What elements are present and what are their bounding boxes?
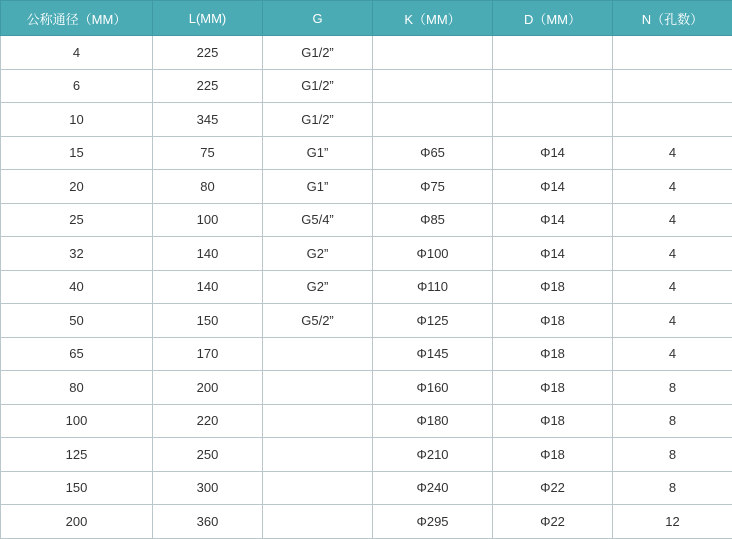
table-cell: 4	[1, 36, 153, 70]
table-cell: 20	[1, 170, 153, 204]
table-cell: 4	[613, 203, 732, 237]
table-cell: G5/2”	[263, 304, 373, 338]
table-cell: 4	[613, 337, 732, 371]
table-cell: Φ18	[493, 371, 613, 405]
table-header-row	[1, 1, 732, 36]
table-cell	[373, 103, 493, 137]
column-header-d: D（MM）	[493, 1, 613, 36]
table-cell: 360	[153, 505, 263, 539]
table-cell	[613, 69, 732, 103]
table-cell: Φ18	[493, 337, 613, 371]
table-cell: 200	[1, 505, 153, 539]
table-cell: 40	[1, 270, 153, 304]
table-cell: 75	[153, 136, 263, 170]
table-row	[1, 170, 732, 204]
table-cell: 4	[613, 170, 732, 204]
table-row	[1, 337, 732, 371]
table-cell: G1”	[263, 170, 373, 204]
table-cell: Φ160	[373, 371, 493, 405]
table-cell	[373, 69, 493, 103]
table-cell: 4	[613, 270, 732, 304]
table-cell: 140	[153, 270, 263, 304]
table-cell: 200	[153, 371, 263, 405]
table-row	[1, 371, 732, 405]
table-row	[1, 237, 732, 271]
table-cell	[493, 103, 613, 137]
table-cell	[613, 36, 732, 70]
table-cell: 220	[153, 404, 263, 438]
table-cell	[493, 36, 613, 70]
table-cell: 50	[1, 304, 153, 338]
table-cell	[613, 103, 732, 137]
table-cell	[263, 337, 373, 371]
table-cell: 125	[1, 438, 153, 472]
table-cell: 345	[153, 103, 263, 137]
table-cell: 150	[1, 471, 153, 505]
table-cell	[373, 36, 493, 70]
table-cell: Φ145	[373, 337, 493, 371]
table-cell: 100	[153, 203, 263, 237]
table-row	[1, 270, 732, 304]
table-cell: Φ14	[493, 170, 613, 204]
table-cell: 4	[613, 136, 732, 170]
table-cell: G1”	[263, 136, 373, 170]
table-cell: 12	[613, 505, 732, 539]
table-row	[1, 103, 732, 137]
table-row	[1, 505, 732, 539]
table-cell: 80	[1, 371, 153, 405]
table-cell: G1/2”	[263, 36, 373, 70]
table-header	[1, 1, 732, 36]
table-body	[1, 36, 732, 539]
table-cell: 8	[613, 438, 732, 472]
table-cell: Φ14	[493, 237, 613, 271]
table-row	[1, 136, 732, 170]
table-row	[1, 69, 732, 103]
table-cell: Φ110	[373, 270, 493, 304]
table-cell: 4	[613, 304, 732, 338]
table-cell: 6	[1, 69, 153, 103]
table-cell: Φ18	[493, 438, 613, 472]
table-cell: 80	[153, 170, 263, 204]
table-cell: G1/2”	[263, 103, 373, 137]
column-header-thread: G	[263, 1, 373, 36]
table-cell: Φ18	[493, 404, 613, 438]
table-cell: Φ18	[493, 270, 613, 304]
table-cell: Φ18	[493, 304, 613, 338]
table-cell: 8	[613, 471, 732, 505]
table-cell: 15	[1, 136, 153, 170]
table-row	[1, 304, 732, 338]
table-cell: 25	[1, 203, 153, 237]
table-cell	[263, 438, 373, 472]
table-cell: Φ295	[373, 505, 493, 539]
column-header-length: L(MM)	[153, 1, 263, 36]
table-cell: Φ14	[493, 203, 613, 237]
table-cell	[263, 404, 373, 438]
table-cell: G2”	[263, 270, 373, 304]
table-cell: 32	[1, 237, 153, 271]
table-cell: Φ85	[373, 203, 493, 237]
table-cell: Φ240	[373, 471, 493, 505]
table-cell: Φ22	[493, 471, 613, 505]
table-cell	[263, 505, 373, 539]
table-cell: Φ100	[373, 237, 493, 271]
table-cell: Φ180	[373, 404, 493, 438]
table-cell: G2”	[263, 237, 373, 271]
table-row	[1, 438, 732, 472]
table-cell: G1/2”	[263, 69, 373, 103]
table-row	[1, 404, 732, 438]
table-cell: 300	[153, 471, 263, 505]
table-cell: Φ75	[373, 170, 493, 204]
table-cell	[263, 371, 373, 405]
column-header-nominal-diameter: 公称通径（MM）	[1, 1, 153, 36]
table-cell: 65	[1, 337, 153, 371]
table-cell: 225	[153, 36, 263, 70]
table-row	[1, 36, 732, 70]
table-cell: 170	[153, 337, 263, 371]
table-cell: 8	[613, 404, 732, 438]
table-cell: Φ22	[493, 505, 613, 539]
column-header-k: K（MM）	[373, 1, 493, 36]
table-cell: 4	[613, 237, 732, 271]
table-cell: 8	[613, 371, 732, 405]
table-cell: Φ65	[373, 136, 493, 170]
table-cell: 10	[1, 103, 153, 137]
table-cell: Φ14	[493, 136, 613, 170]
table-cell: 140	[153, 237, 263, 271]
table-cell: 150	[153, 304, 263, 338]
table-cell: 225	[153, 69, 263, 103]
table-row	[1, 203, 732, 237]
table-cell: Φ210	[373, 438, 493, 472]
table-cell: 250	[153, 438, 263, 472]
table-cell: G5/4”	[263, 203, 373, 237]
table-cell: Φ125	[373, 304, 493, 338]
column-header-n: N（孔数）	[613, 1, 732, 36]
table-cell: 100	[1, 404, 153, 438]
table-cell	[493, 69, 613, 103]
